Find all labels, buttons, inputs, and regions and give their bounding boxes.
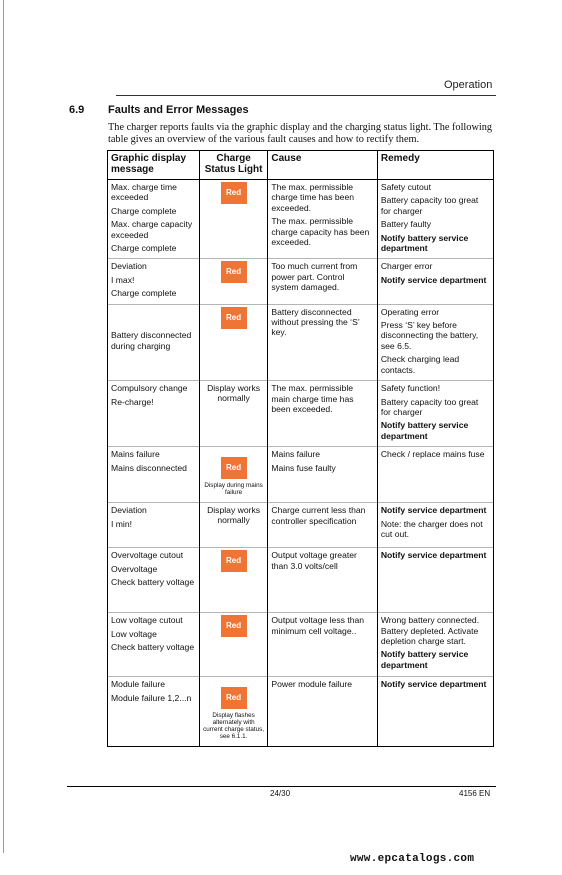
status-text: Display works normally [207,505,261,526]
message-line: Re-charge! [111,396,154,407]
red-status-light-badge: Red [221,457,247,479]
section-title: Faults and Error Messages [108,104,249,116]
status-light-cell [199,447,268,503]
cause-line: Power module failure [271,679,353,690]
cause-line: Output voltage greater than 3.0 volts/cell [271,550,357,571]
page-number: 24/30 [270,789,291,798]
red-status-light-badge: Red [221,550,247,572]
remedy-emphasis: Notify service department [380,505,487,516]
status-note: Display during mains failure [204,482,263,497]
remedy-cell [377,381,493,447]
table-row [108,180,494,259]
remedy-line: Check / replace mains fuse [380,449,485,460]
message-cell [108,180,200,259]
message-cell [108,381,200,447]
header-graphic-display-message: Graphic display message [108,151,200,180]
red-status-light-badge: Red [221,687,247,709]
cause-line: Output voltage less than minimum cell voltage.. [271,615,365,636]
message-line: Mains failure [111,449,160,460]
status-light-cell [199,180,268,259]
message-line: Low voltage [111,628,157,639]
table-row [108,548,494,613]
remedy-cell [377,613,493,677]
remedy-emphasis: Notify service department [380,550,487,561]
message-line: Module failure [111,679,165,690]
message-cell [108,677,200,747]
status-light-cell [199,503,268,548]
header-rule [116,95,496,96]
cause-line: Mains failure [271,449,321,460]
cause-cell [268,180,377,259]
remedy-emphasis: Notify service department [380,274,487,285]
status-note: Display flashes alternately with current charge status, see 6.1.1. [203,712,265,741]
remedy-note: Note: the charger does not cut out. [380,518,483,539]
message-cell [108,304,200,380]
cause-cell [268,447,377,503]
table-row [108,381,494,447]
remedy-cell [377,304,493,380]
status-light-cell [199,677,268,747]
cause-line: Battery disconnected without pressing the ‘S’ key. [271,306,360,338]
remedy-line: Battery faulty [380,219,431,230]
remedy-cell [377,259,493,304]
message-line: I max! [111,274,135,285]
red-status-light-badge: Red [221,307,247,329]
message-cell [108,259,200,304]
status-light-cell [199,381,268,447]
remedy-line: Battery capacity too great for charger [380,195,479,216]
remedy-cell [377,548,493,613]
cause-line: The max. permissible charge capacity has been exceeded. [271,216,370,248]
table-row [108,503,494,548]
cause-cell [268,613,377,677]
document-code: 4156 EN [459,789,491,798]
message-line: Charge complete [111,243,177,254]
cause-cell [268,304,377,380]
red-status-light-badge: Red [221,615,247,637]
message-line: Check battery voltage [111,576,195,587]
remedy-line: Operating error [380,306,440,317]
section-number: 6.9 [69,104,85,116]
message-cell [108,613,200,677]
message-line: Battery disconnected during charging [111,330,192,351]
message-line: Module failure 1,2...n [111,692,192,703]
header-cause: Cause [268,151,377,180]
table-row [108,259,494,304]
message-line: Mains disconnected [111,462,187,473]
message-line: Max. charge capacity exceeded [111,219,193,240]
message-cell [108,548,200,613]
remedy-line: Press ‘S’ key before disconnecting the battery, see 6.5. [380,320,479,351]
cause-cell [268,381,377,447]
red-status-light-badge: Red [221,261,247,283]
remedy-line: Charger error [380,261,433,272]
footer-rule [67,786,496,787]
remedy-cell [377,447,493,503]
message-line: Overvoltage [111,563,158,574]
status-light-cell [199,548,268,613]
message-cell [108,503,200,548]
remedy-line: Safety cutout [380,182,432,192]
status-light-cell [199,613,268,677]
cause-cell [268,259,377,304]
cause-line: The max. permissible charge time has been exceeded. [271,182,355,213]
message-line: Overvoltage cutout [111,550,184,561]
table-row [108,677,494,747]
cause-cell [268,548,377,613]
fault-table [107,150,494,747]
message-line: Deviation [111,505,147,516]
cause-line: Charge current less than controller specification [271,505,366,526]
header-remedy: Remedy [377,151,493,180]
cause-cell [268,677,377,747]
running-header: Operation [444,79,493,91]
status-light-cell [199,259,268,304]
remedy-cell [377,677,493,747]
section-intro: The charger reports faults via the graphic display and the charging status light. The following table gives an overview of the various fault causes and how to rectify them. [108,122,493,145]
red-status-light-badge: Red [221,182,247,204]
message-line: Charge complete [111,288,177,299]
remedy-emphasis: Notify battery service department [380,649,469,670]
fault-table-header [108,151,494,180]
cause-cell [268,503,377,548]
remedy-line: Safety function! [380,383,441,394]
page-edge-rule [3,0,4,853]
message-line: I min! [111,518,133,529]
message-line: Compulsory change [111,383,188,394]
remedy-emphasis: Notify battery service department [380,232,469,254]
cause-line: The max. permissible main charge time has been exceeded. [271,383,354,414]
table-row [108,304,494,380]
cause-line: Mains fuse faulty [271,462,336,473]
message-cell [108,447,200,503]
remedy-line: Battery capacity too great for charger [380,396,479,417]
message-line: Max. charge time exceeded [111,182,177,203]
remedy-emphasis: Notify service department [380,679,487,690]
table-row [108,447,494,503]
status-text: Display works normally [207,383,261,404]
header-charge-status-light: Charge Status Light [199,151,268,180]
remedy-cell [377,180,493,259]
remedy-emphasis: Notify battery service department [380,420,469,441]
message-line: Charge complete [111,205,177,216]
remedy-line: Check charging lead contacts. [380,354,460,375]
remedy-line: Wrong battery connected. Battery depleted. Activate depletion charge start. [380,615,480,646]
message-line: Low voltage cutout [111,615,183,626]
cause-line: Too much current from power part. Control system damaged. [271,261,358,293]
message-line: Check battery voltage [111,641,195,652]
table-row [108,613,494,677]
watermark: www.epcatalogs.com [350,853,475,865]
status-light-cell [199,304,268,380]
remedy-cell [377,503,493,548]
message-line: Deviation [111,261,147,272]
